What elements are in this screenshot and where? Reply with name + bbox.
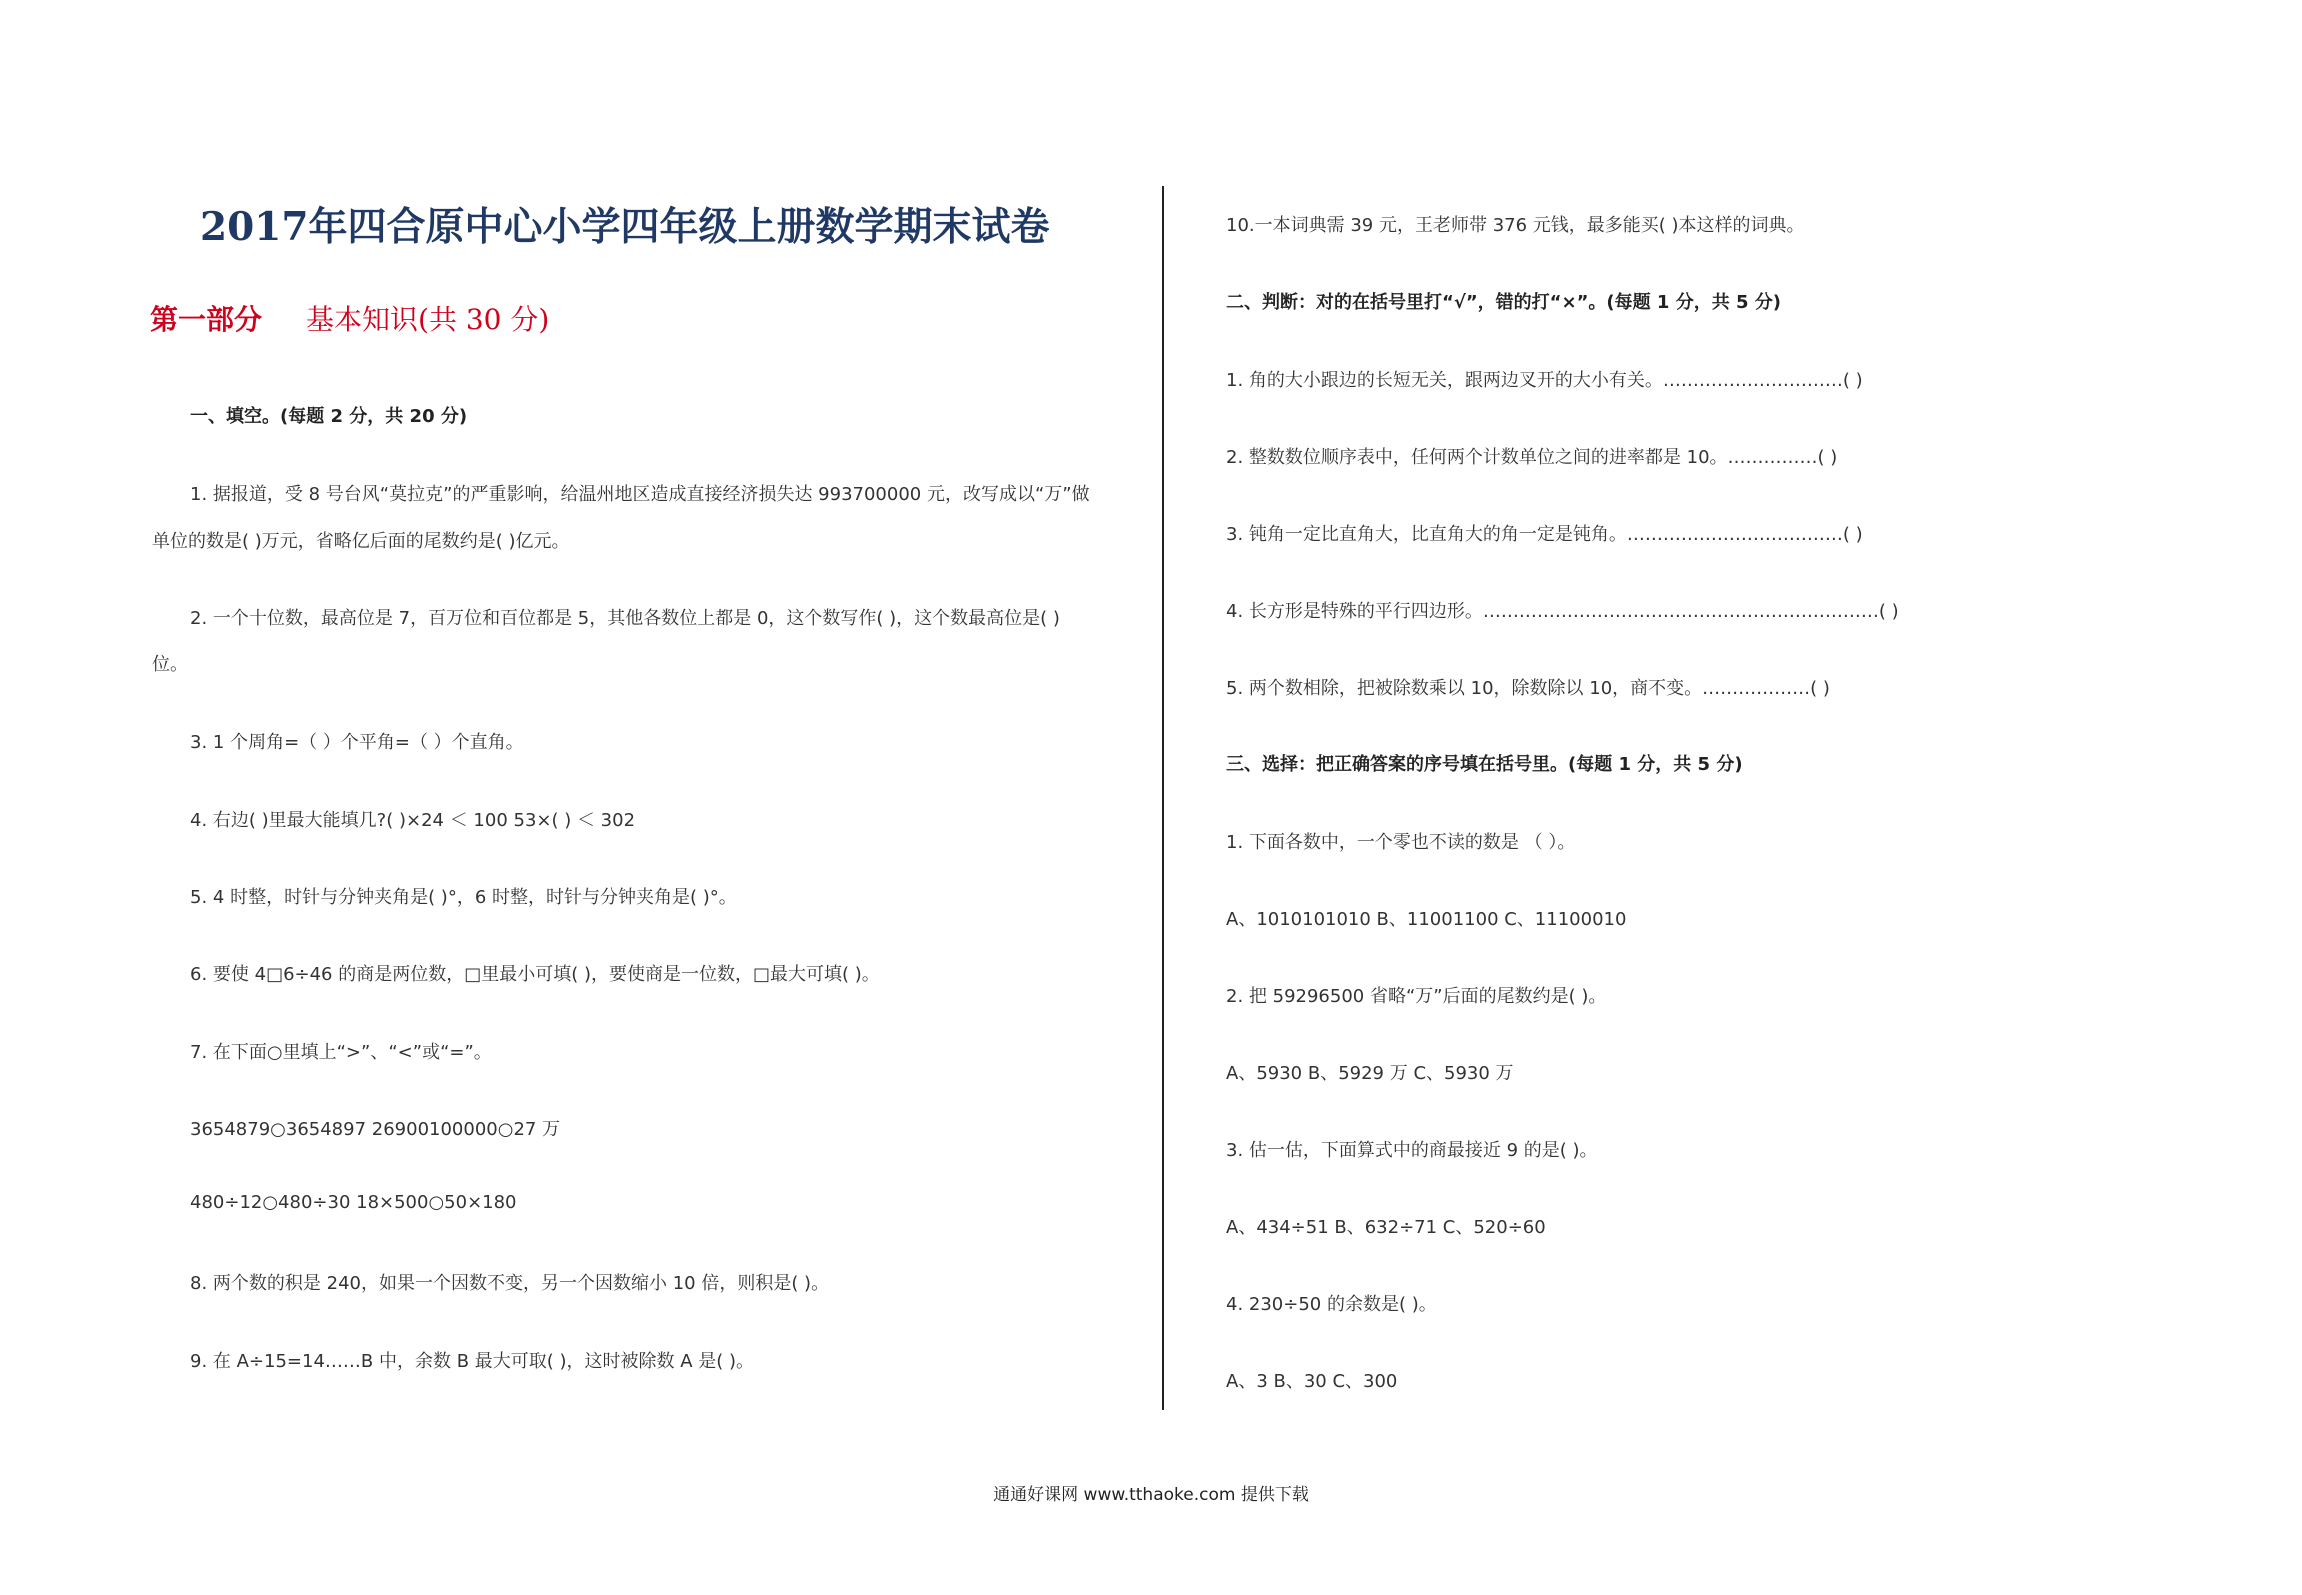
question-line: 8. 两个数的积是 240，如果一个因数不变，另一个因数缩小 10 倍，则积是( )。: [190, 1273, 830, 1294]
question-line: 2. 一个十位数，最高位是 7，百万位和百位都是 5，其他各数位上都是 0，这个数写作( )，这个数最高位是( ): [190, 608, 1060, 629]
question-line: 单位的数是( )万元，省略亿后面的尾数约是( )亿元。: [152, 531, 570, 552]
part-title: 基本知识(共 30 分): [306, 303, 550, 336]
part-heading: [150, 298, 549, 338]
question-line: 7. 在下面○里填上“>”、“<”或“=”。: [190, 1042, 492, 1063]
judge-item: 2. 整数数位顺序表中，任何两个计数单位之间的进率都是 10。……………( ): [1226, 447, 1838, 468]
choice-question: 3. 估一估，下面算式中的商最接近 9 的是( )。: [1226, 1140, 1598, 1161]
choice-question: 2. 把 59296500 省略“万”后面的尾数约是( )。: [1226, 986, 1607, 1007]
section-heading-multiple-choice: 三、选择：把正确答案的序号填在括号里。(每题 1 分，共 5 分): [1226, 754, 1743, 775]
question-line: 6. 要使 4□6÷46 的商是两位数，□里最小可填( )，要使商是一位数，□最大可填( )。: [190, 964, 880, 985]
question-line: 5. 4 时整，时针与分钟夹角是( )°，6 时整，时针与分钟夹角是( )°。: [190, 887, 737, 908]
judge-item: 5. 两个数相除，把被除数乘以 10，除数除以 10，商不变。………………( ): [1226, 678, 1830, 699]
column-divider: [1162, 186, 1164, 1410]
question-line: 4. 右边( )里最大能填几?( )×24 ＜ 100 53×( ) ＜ 302: [190, 810, 636, 831]
choice-options: A、5930 B、5929 万 C、5930 万: [1226, 1063, 1514, 1084]
question-line: 位。: [152, 654, 188, 675]
question-line: 10.一本词典需 39 元，王老师带 376 元钱，最多能买( )本这样的词典。: [1226, 215, 1805, 236]
choice-options: A、434÷51 B、632÷71 C、520÷60: [1226, 1217, 1546, 1238]
section-heading-fill-blank: 一、填空。(每题 2 分，共 20 分): [190, 406, 468, 427]
choice-question: 1. 下面各数中，一个零也不读的数是 （ ）。: [1226, 832, 1576, 853]
section-heading-true-false: 二、判断：对的在括号里打“√”，错的打“×”。(每题 1 分，共 5 分): [1226, 292, 1781, 313]
question-line: 3654879○3654897 26900100000○27 万: [190, 1119, 561, 1140]
question-line: 3. 1 个周角=（ ）个平角=（ ）个直角。: [190, 732, 524, 753]
judge-item: 1. 角的大小跟边的长短无关，跟两边叉开的大小有关。…………………………( ): [1226, 370, 1863, 391]
question-line: 9. 在 A÷15=14……B 中，余数 B 最大可取( )，这时被除数 A 是( )。: [190, 1351, 755, 1372]
page-title: 2017年四合原中心小学四年级上册数学期末试卷: [200, 204, 1050, 250]
part-label: 第一部分: [150, 303, 263, 336]
question-line: 480÷12○480÷30 18×500○50×180: [190, 1192, 517, 1213]
footer-source-note: 通通好课网 www.tthaoke.com 提供下载: [993, 1485, 1309, 1505]
choice-options: A、3 B、30 C、300: [1226, 1371, 1398, 1392]
judge-item: 4. 长方形是特殊的平行四边形。…………………………………………………………( ): [1226, 601, 1899, 622]
choice-options: A、1010101010 B、11001100 C、11100010: [1226, 909, 1627, 930]
choice-question: 4. 230÷50 的余数是( )。: [1226, 1294, 1437, 1315]
question-line: 1. 据报道，受 8 号台风“莫拉克”的严重影响，给温州地区造成直接经济损失达 993700000 元，改写成以“万”做: [190, 484, 1090, 505]
judge-item: 3. 钝角一定比直角大，比直角大的角一定是钝角。………………………………( ): [1226, 524, 1863, 545]
